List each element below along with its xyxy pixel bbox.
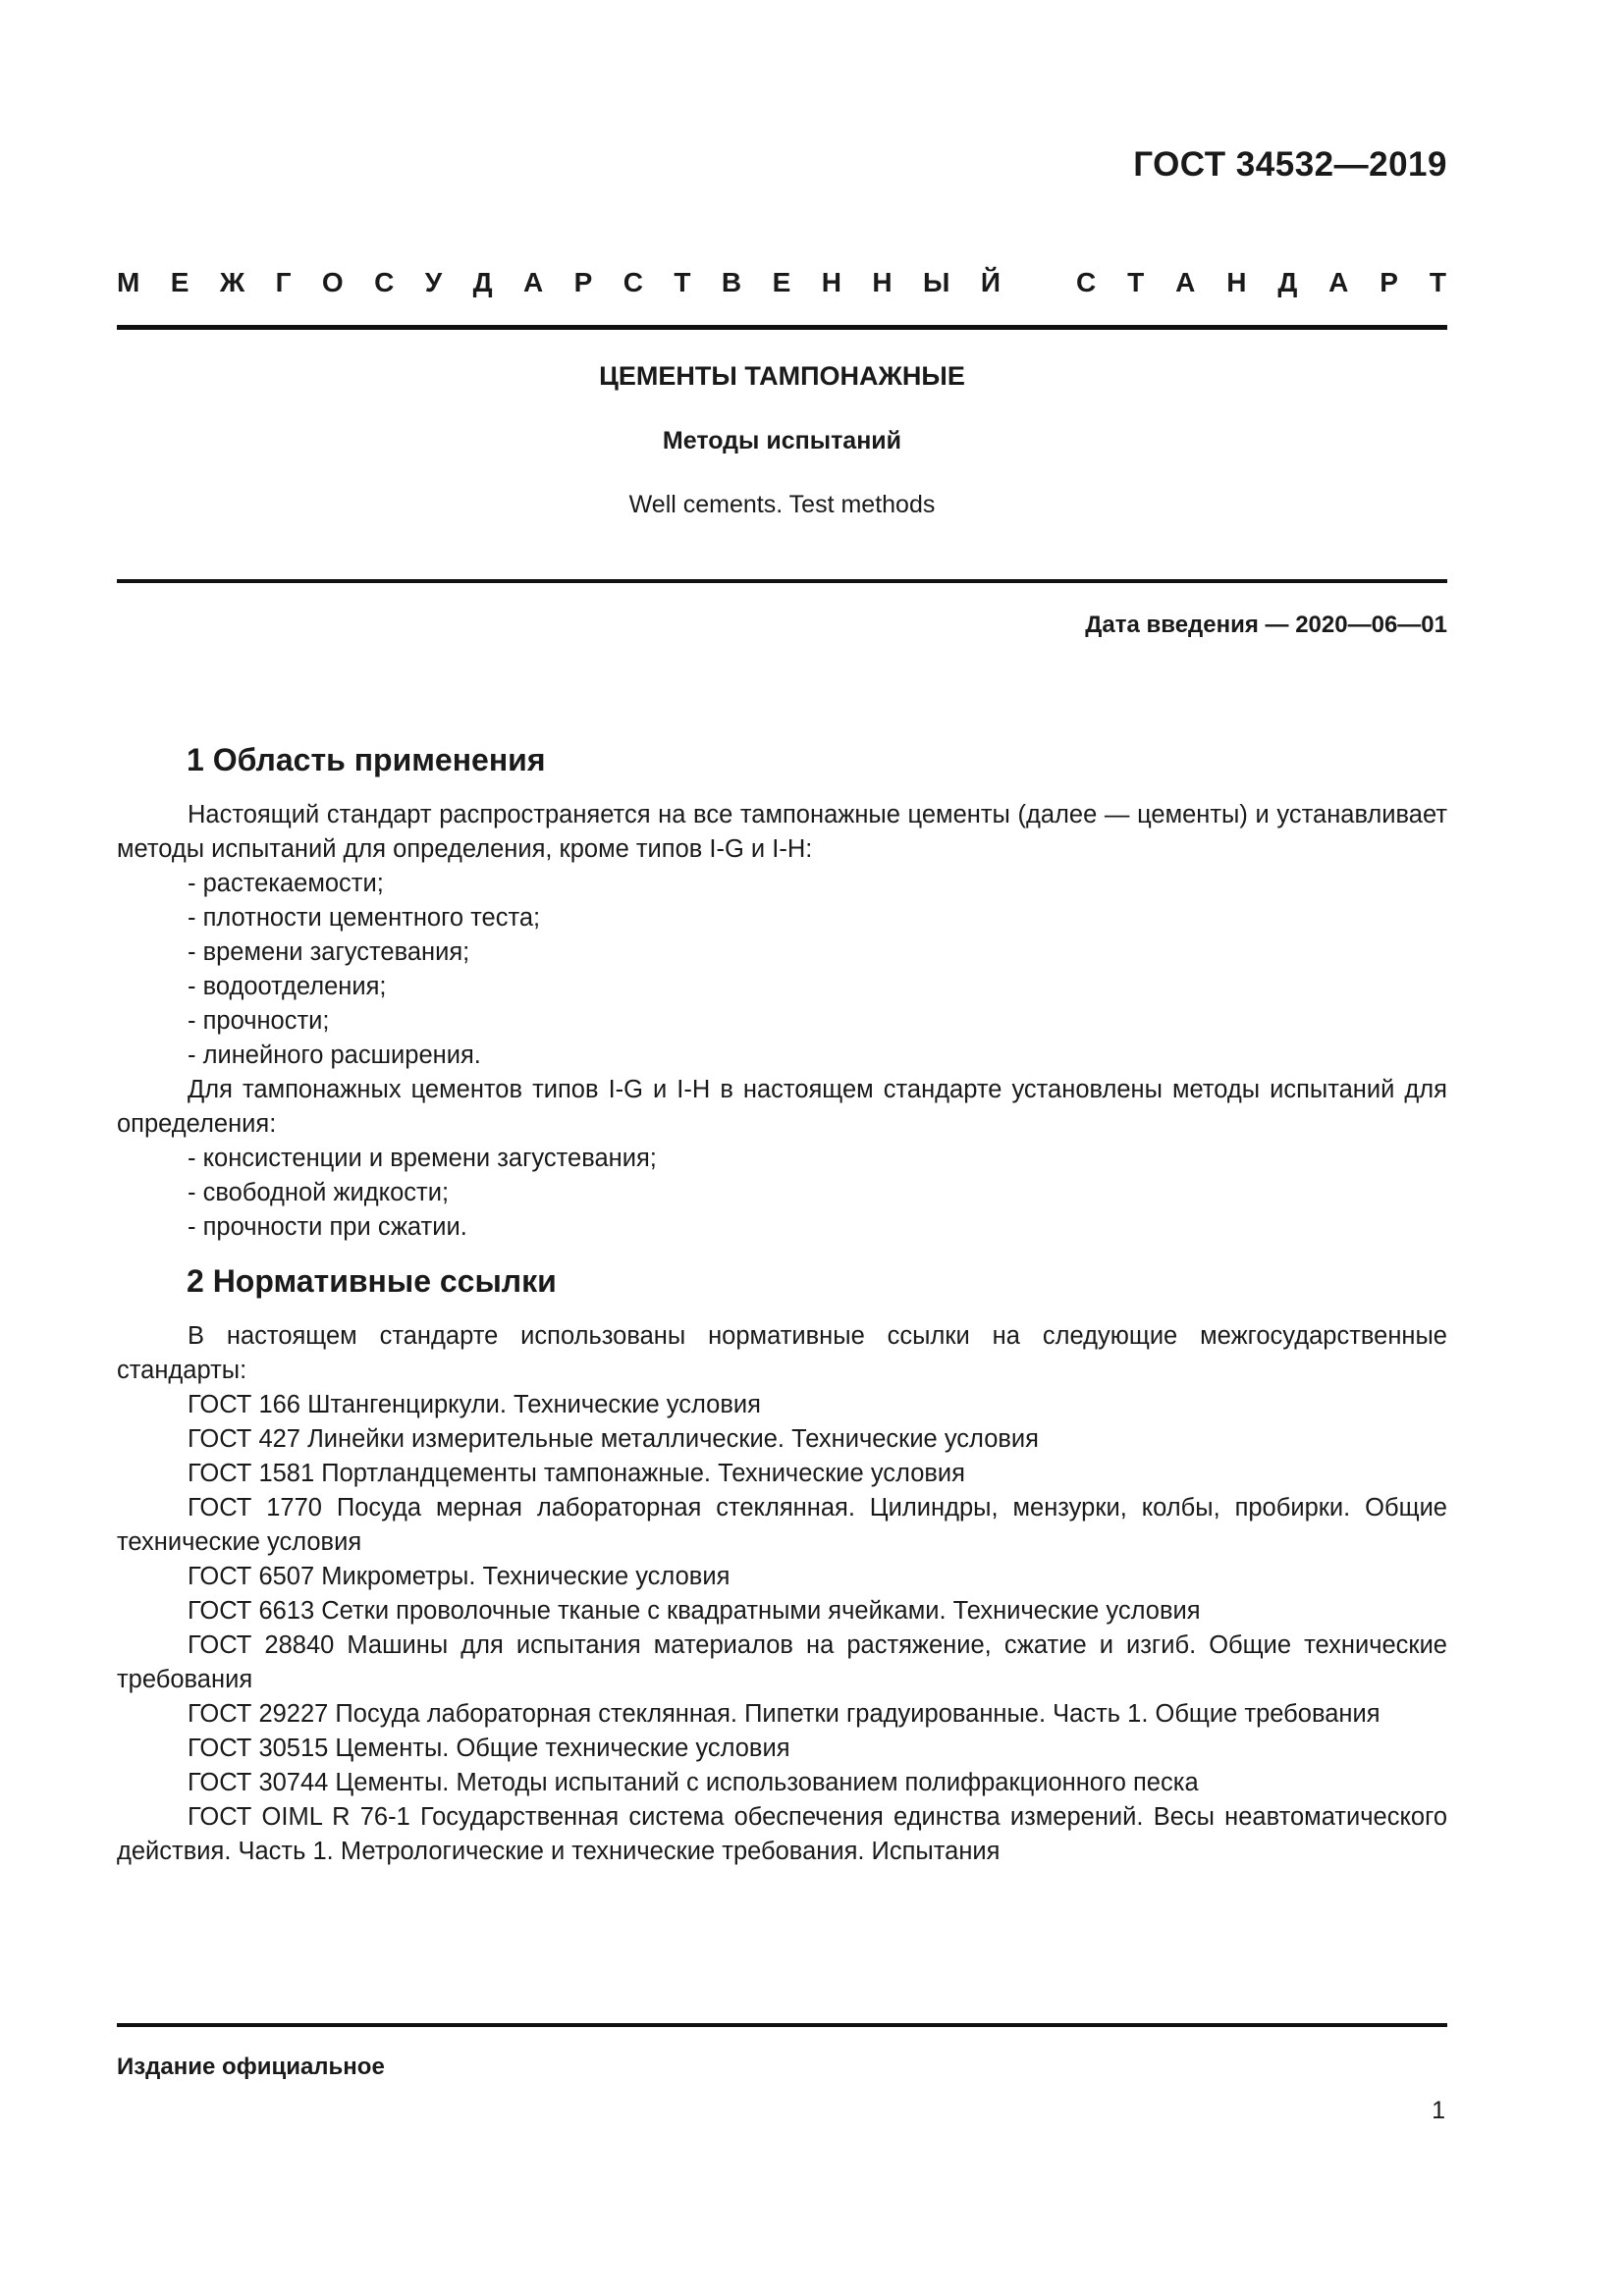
reference-item: ГОСТ 1581 Портландцементы тампонажные. Технические условия: [188, 1460, 965, 1487]
banner-letter: М: [117, 267, 140, 297]
list-item: - свободной жидкости;: [188, 1179, 450, 1206]
banner-letter: Е: [170, 267, 189, 297]
banner-letter: Д: [472, 267, 493, 297]
banner-word-interstate: [117, 267, 1001, 298]
normative-references-list: [117, 1388, 1447, 1869]
effective-date: Дата введения — 2020—06—01: [1085, 612, 1447, 638]
banner-letter: А: [522, 267, 544, 297]
list-item: - времени загустевания;: [188, 938, 470, 966]
reference-item: ГОСТ 28840 Машины для испытания материалов на растяжение, сжатие и изгиб. Общие технические требования: [117, 1631, 1447, 1693]
banner-letter: Й: [980, 267, 1001, 297]
banner-letter: Е: [772, 267, 791, 297]
reference-item: ГОСТ 427 Линейки измерительные металлические. Технические условия: [188, 1425, 1039, 1453]
banner-letter: Н: [1226, 267, 1247, 297]
banner-letter: Г: [275, 267, 292, 297]
document-title: ЦЕМЕНТЫ ТАМПОНАЖНЫЕ: [599, 361, 965, 391]
english-title: Well cements. Test methods: [628, 491, 936, 518]
top-rule: [117, 325, 1447, 330]
document-subtitle: Методы испытаний: [662, 427, 902, 454]
list-item: - плотности цементного теста;: [188, 904, 541, 932]
banner-letter: А: [1328, 267, 1349, 297]
list-item: - прочности;: [188, 1007, 330, 1035]
banner-letter: Д: [1277, 267, 1298, 297]
section-1-list-1: [117, 867, 1447, 1073]
section-1-para-2: Для тампонажных цементов типов I-G и I-H в настоящем стандарте установлены методы испытаний для определения:: [117, 1076, 1447, 1138]
page-number: 1: [1432, 2097, 1445, 2124]
section-1-intro: Настоящий стандарт распространяется на все тампонажные цементы (далее — цементы) и устанавливает методы испытаний для определения, кроме типов I-G и I-H:: [117, 801, 1447, 863]
reference-item: ГОСТ 6613 Сетки проволочные тканые с квадратными ячейками. Технические условия: [188, 1597, 1201, 1625]
section-2-intro: В настоящем стандарте использованы нормативные ссылки на следующие межгосударственные стандарты:: [117, 1322, 1447, 1384]
banner-letter: Н: [821, 267, 841, 297]
list-item: - водоотделения;: [188, 973, 387, 1000]
banner-letter: С: [623, 267, 643, 297]
reference-item: ГОСТ 30744 Цементы. Методы испытаний с использованием полифракционного песка: [188, 1769, 1199, 1796]
list-item: - консистенции и времени загустевания;: [188, 1145, 657, 1172]
reference-item: ГОСТ 166 Штангенциркули. Технические условия: [188, 1391, 761, 1418]
interstate-standard-banner: [117, 267, 1446, 298]
banner-letter: Ы: [923, 267, 950, 297]
banner-letter: Р: [573, 267, 593, 297]
banner-letter: У: [424, 267, 443, 297]
list-item: - прочности при сжатии.: [188, 1213, 467, 1241]
reference-item: ГОСТ 1770 Посуда мерная лабораторная стеклянная. Цилиндры, мензурки, колбы, пробирки. Общие технические условия: [117, 1494, 1447, 1556]
reference-item: ГОСТ 30515 Цементы. Общие технические условия: [188, 1735, 790, 1762]
list-item: - линейного расширения.: [188, 1041, 481, 1069]
banner-letter: Р: [1380, 267, 1398, 297]
banner-letter: С: [1076, 267, 1097, 297]
title-rule: [117, 579, 1447, 583]
banner-letter: Т: [1429, 267, 1446, 297]
reference-item: ГОСТ 6507 Микрометры. Технические условия: [188, 1563, 731, 1590]
banner-letter: А: [1175, 267, 1196, 297]
official-edition-label: Издание официальное: [117, 2054, 385, 2080]
footer-rule: [117, 2023, 1447, 2027]
banner-letter: Т: [674, 267, 691, 297]
banner-word-standard: [1076, 267, 1446, 298]
banner-letter: В: [721, 267, 742, 297]
section-2-heading: 2 Нормативные ссылки: [187, 1263, 557, 1299]
document-body: [117, 738, 1447, 1869]
banner-letter: Т: [1127, 267, 1145, 297]
section-1-list-2: [117, 1142, 1447, 1245]
banner-letter: О: [321, 267, 344, 297]
section-1-heading: 1 Область применения: [187, 742, 546, 777]
reference-item: ГОСТ OIML R 76-1 Государственная система обеспечения единства измерений. Весы неавтоматического действия. Часть 1. Метрологические и технические требования. Испытания: [117, 1803, 1447, 1865]
list-item: - растекаемости;: [188, 870, 384, 897]
standard-designation: ГОСТ 34532—2019: [1133, 145, 1447, 184]
reference-item: ГОСТ 29227 Посуда лабораторная стеклянная. Пипетки градуированные. Часть 1. Общие требования: [188, 1700, 1380, 1728]
banner-letter: Ж: [219, 267, 245, 297]
banner-letter: С: [374, 267, 395, 297]
banner-letter: Н: [872, 267, 893, 297]
